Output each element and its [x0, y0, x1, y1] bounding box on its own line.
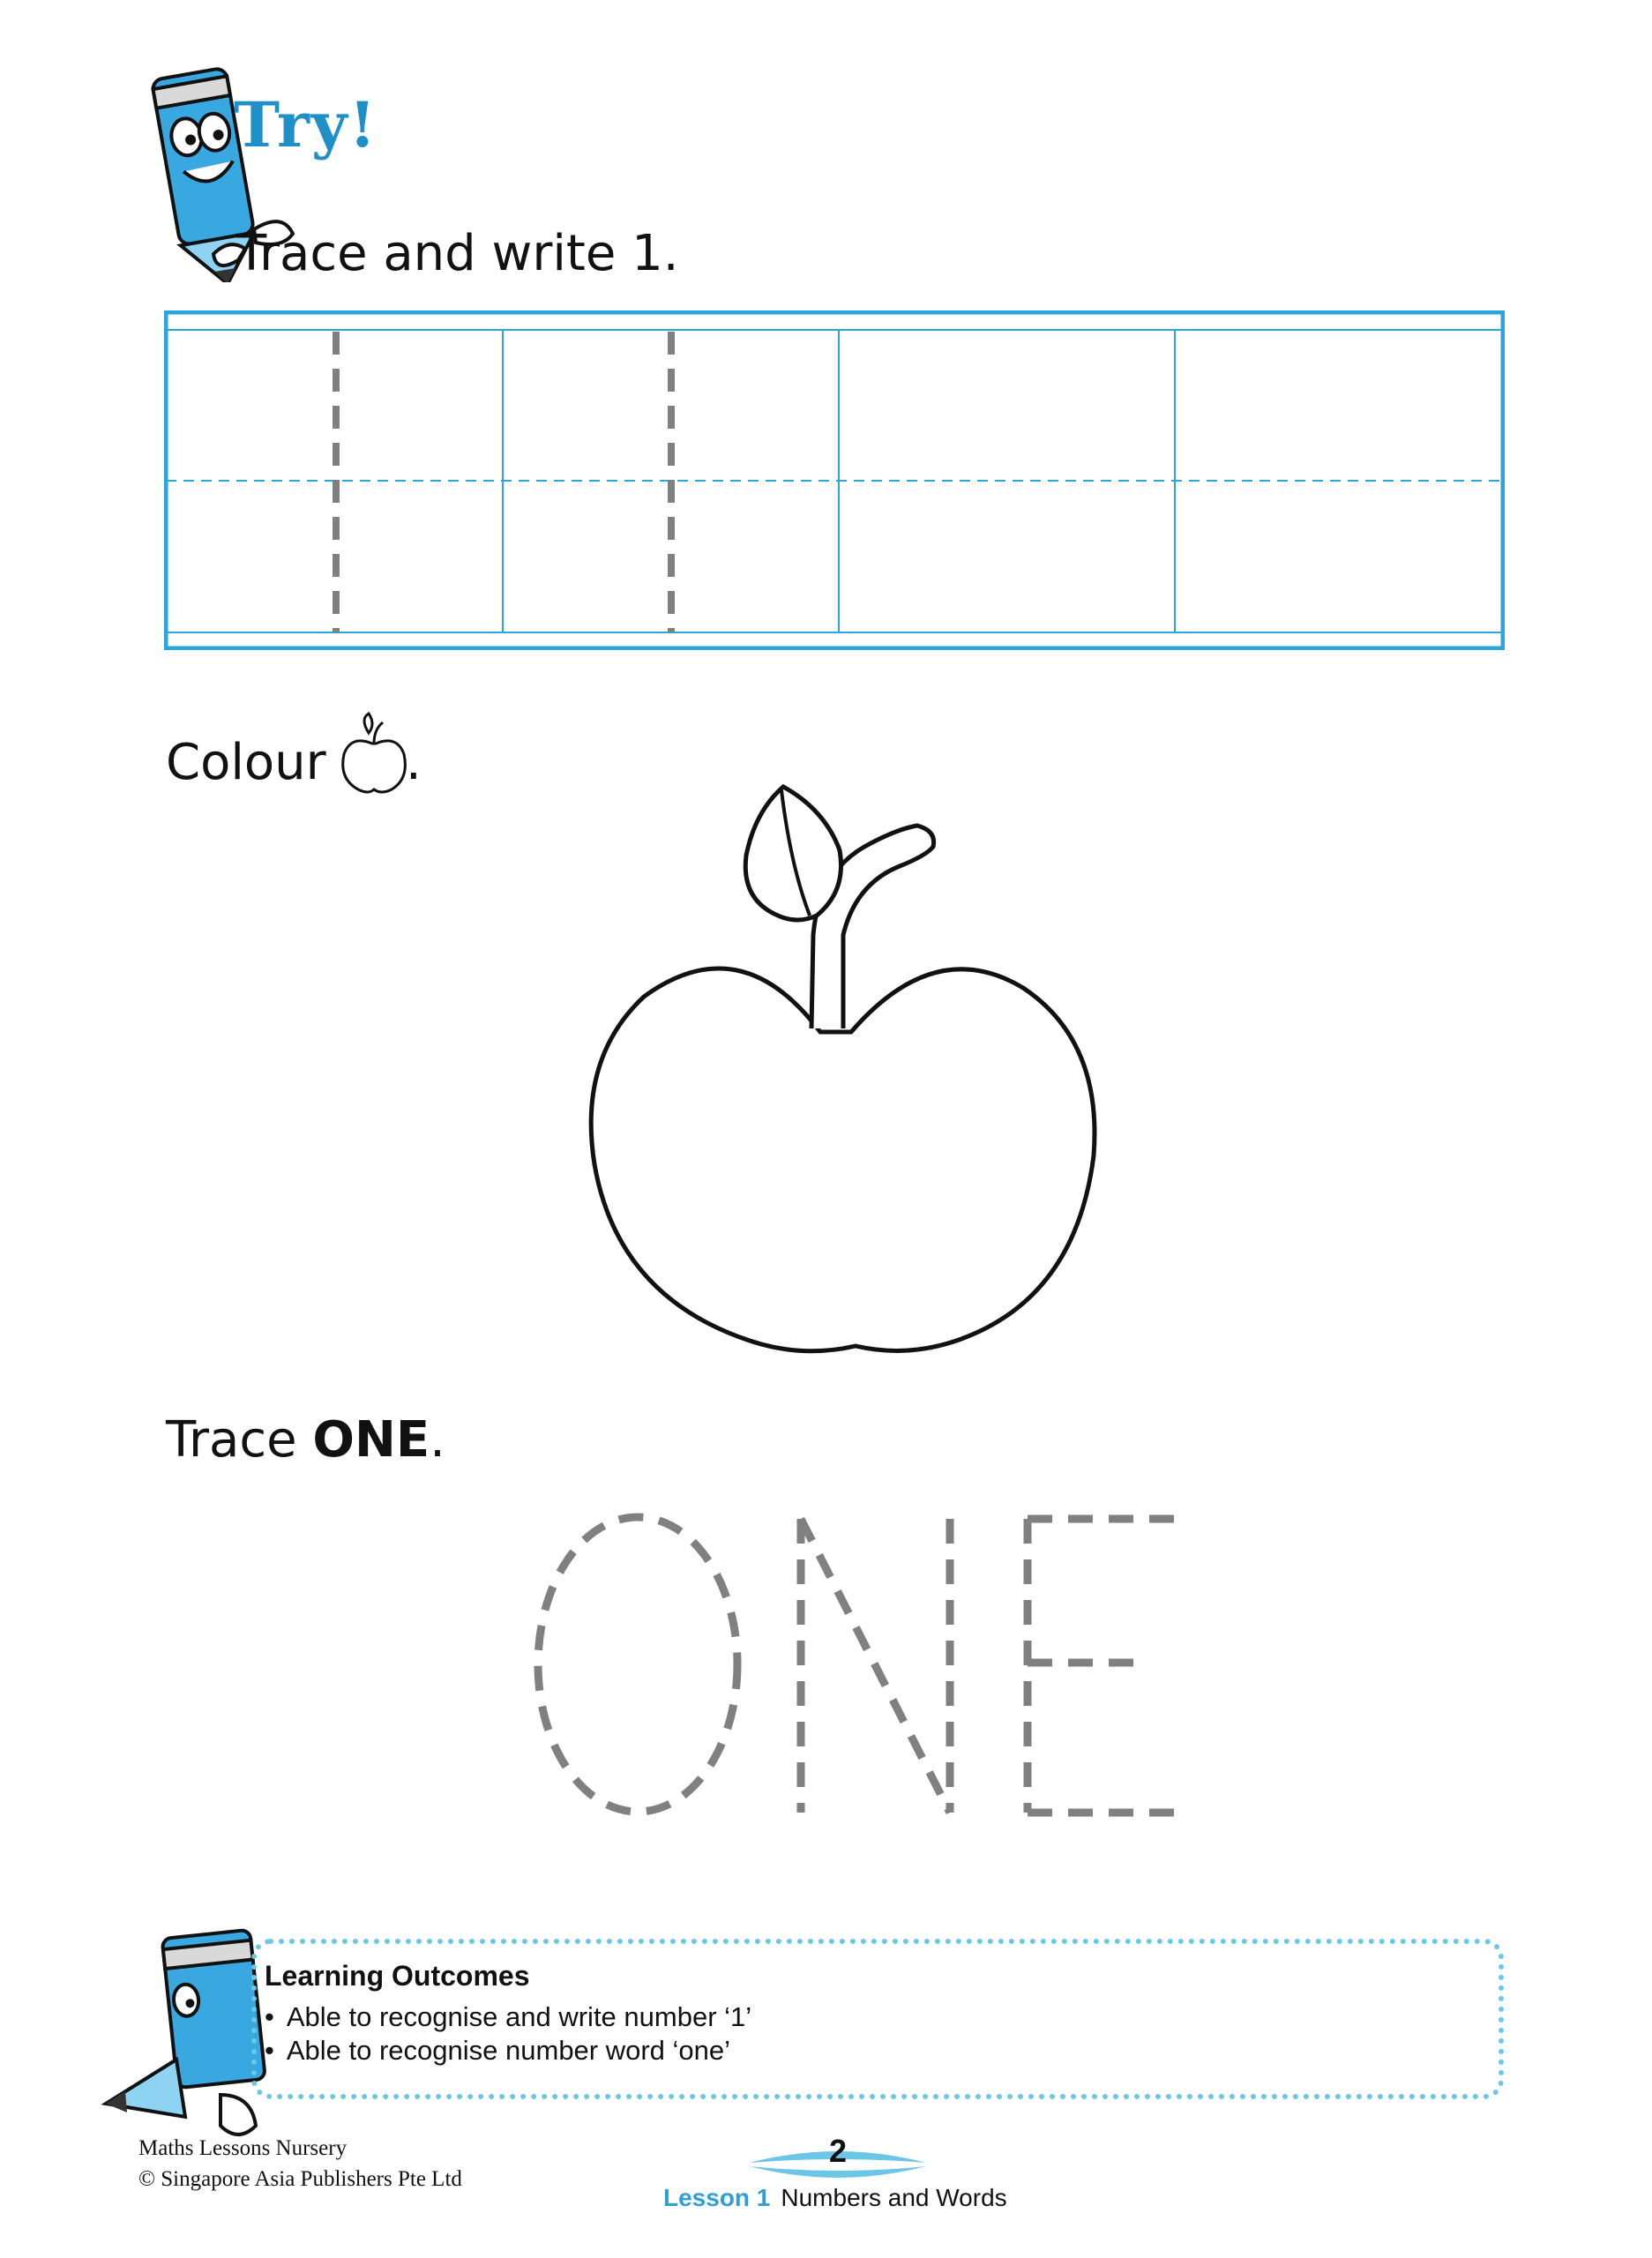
trace-write-heading: Trace and write 1. — [236, 225, 679, 282]
apple-icon — [333, 710, 413, 798]
list-item: • Able to recognise and write number ‘1’ — [265, 2000, 751, 2034]
lesson-label: Lesson 1 — [663, 2184, 771, 2211]
colour-heading-dot: . — [406, 734, 422, 791]
pencil-mascot-icon — [88, 1927, 273, 2148]
trace-one-heading-prefix: Trace — [166, 1411, 313, 1469]
page-number: 2 — [828, 2133, 848, 2169]
one-tracing-label: ONE — [512, 1499, 514, 1500]
trace-letter-n — [801, 1519, 950, 1813]
learning-outcomes-list — [265, 2000, 751, 2067]
try-title: Try! — [234, 88, 378, 161]
one-tracing-word[interactable] — [512, 1499, 1182, 1835]
colour-heading: Colour — [166, 734, 326, 791]
lesson-title: Numbers and Words — [781, 2184, 1007, 2211]
copyright-notice: © Singapore Asia Publishers Pte Ltd — [138, 2167, 462, 2191]
trace-letter-e — [1028, 1519, 1175, 1813]
learning-outcomes-title: Learning Outcomes — [265, 1960, 530, 1992]
apple-colouring-drawing[interactable] — [582, 767, 1111, 1367]
footer-credits — [138, 2133, 462, 2194]
trace-one-heading-suffix: . — [430, 1411, 445, 1469]
list-item: • Able to recognise number word ‘one’ — [265, 2034, 751, 2067]
book-title: Maths Lessons Nursery — [138, 2136, 348, 2160]
trace-letter-o — [538, 1517, 737, 1812]
writing-grid[interactable] — [164, 310, 1505, 650]
lesson-line — [663, 2184, 1007, 2212]
trace-one-heading-word: ONE — [312, 1411, 430, 1469]
trace-one-heading — [166, 1411, 445, 1469]
